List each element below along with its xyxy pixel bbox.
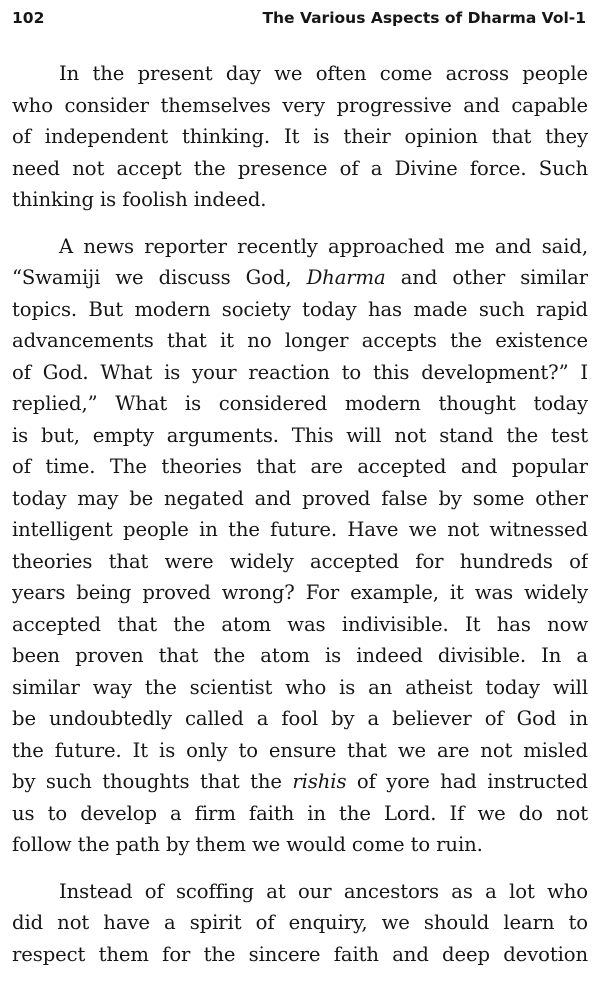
text-line: intelligent people in the future. Have we not witnessed xyxy=(12,518,588,541)
text-line: thinking is foolish indeed. xyxy=(12,188,267,211)
page-header xyxy=(12,6,586,30)
body-text xyxy=(12,58,588,985)
text-line: the future. It is only to ensure that we are not misled xyxy=(12,738,588,762)
text-line: by such thoughts that the rishis of yore had instructed xyxy=(12,770,588,793)
text-line: respect them for the sincere faith and deep devotion xyxy=(12,942,588,966)
text-line: us to develop a firm faith in the Lord. If we do not xyxy=(12,801,588,825)
text-line: A news reporter recently approached me and said, xyxy=(59,234,588,258)
text-line: who consider themselves very progressive and capable xyxy=(12,93,588,117)
page-number: 102 xyxy=(12,9,45,27)
paragraph xyxy=(12,58,588,216)
text-line: of time. The theories that are accepted and popular xyxy=(12,455,588,478)
text-line: is but, empty arguments. This will not stand the test xyxy=(12,423,588,447)
text-line: similar way the scientist who is an atheist today will xyxy=(12,675,588,699)
text-line: In the present day we often come across people xyxy=(59,62,588,85)
paragraph xyxy=(12,876,588,971)
text-line: be undoubtedly called a fool by a believer of God in xyxy=(12,707,588,730)
italic-term: rishis xyxy=(292,770,347,793)
text-line: did not have a spirit of enquiry, we should learn to xyxy=(12,911,588,934)
text-line: accepted that the atom was indivisible. It has now xyxy=(12,612,588,636)
text-line: years being proved wrong? For example, it was widely xyxy=(12,581,588,604)
text-line: today may be negated and proved false by some other xyxy=(12,486,588,510)
paragraph xyxy=(12,231,588,861)
text-line: of independent thinking. It is their opinion that they xyxy=(12,125,588,148)
text-line: follow the path by them we would come to ruin. xyxy=(12,833,483,856)
text-line: topics. But modern society today has made such rapid xyxy=(12,297,588,321)
text-line: “Swamiji we discuss God, Dharma and other similar xyxy=(12,266,588,289)
text-line: replied,” What is considered modern thought today xyxy=(12,392,588,415)
text-line: theories that were widely accepted for hundreds of xyxy=(12,549,588,573)
text-line: been proven that the atom is indeed divisible. In a xyxy=(12,644,588,667)
running-title: The Various Aspects of Dharma Vol-1 xyxy=(262,9,586,27)
italic-term: Dharma xyxy=(306,266,386,289)
text-line: of God. What is your reaction to this development?” I xyxy=(12,360,588,384)
text-line: advancements that it no longer accepts the existence xyxy=(12,329,588,352)
text-line: Instead of scoffing at our ancestors as a lot who xyxy=(59,879,588,903)
text-line: need not accept the presence of a Divine force. Such xyxy=(12,156,588,180)
